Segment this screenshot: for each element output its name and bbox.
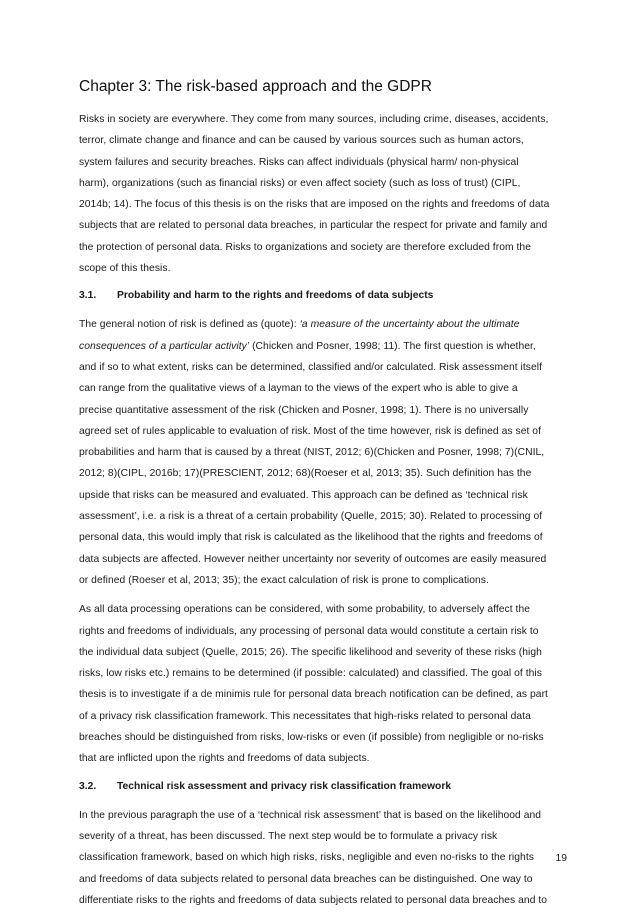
text-line: risks, low risks etc.) remains to be determined (if possible: calculated) and classified. The goal of this <box>79 668 542 680</box>
section-heading-3-2 <box>79 778 567 796</box>
text-line: classification framework, based on which high risks, risks, negligible and even no-risks to the rights <box>79 852 534 864</box>
text-line: thesis is to investigate if a de minimis rule for personal data breach notification can be defined, as part <box>79 689 548 701</box>
text-line: personal data, this would imply that risk is calculated as the likelihood that the rights and freedoms of <box>79 532 543 544</box>
text-run: (Chicken and Posner, 1998; 11). The first question is whether, <box>249 340 536 352</box>
text-line: upside that risks can be measured and evaluated. This approach can be defined as ‘technical risk <box>79 489 528 501</box>
text-line: the individual data subject (Quelle, 2015; 26). The specific likelihood and severity of these risks (high <box>79 646 542 658</box>
intro-paragraph <box>79 109 567 279</box>
text-line: can range from the qualitative views of a layman to the views of the expert who is able to give a <box>79 383 518 395</box>
section-3-2-paragraph-1 <box>79 805 567 911</box>
text-line: and if so to what extent, risks can be determined, classified and/or calculated. Risk assessment itself <box>79 361 543 373</box>
text-line: 2014b; 14). The focus of this thesis is on the risks that are imposed on the rights and freedoms of data <box>79 199 550 211</box>
text-line: breaches should be distinguished from risks, low-risks or even (if possible) from negligible or no-risks <box>79 732 544 744</box>
text-line: 2012; 8)(CIPL, 2016b; 17)(PRESCIENT, 2012; 68)(Roeser et al, 2013; 35). Such definition has the <box>79 468 532 480</box>
section-heading-3-1 <box>79 287 567 305</box>
text-line: subjects that are related to personal data breaches, in particular the respect for private and family and <box>79 220 548 232</box>
text-line: severity of a threat, has been discussed. The next step would be to formulate a privacy risk <box>79 830 498 842</box>
text-line <box>79 314 567 335</box>
quote-text: consequences of a particular activity’ <box>79 340 250 352</box>
section-number: 3.2. <box>79 780 97 792</box>
text-line: or defined (Roeser et al, 2013; 35); the exact calculation of risk is prone to complications. <box>79 574 489 586</box>
text-line: Risks in society are everywhere. They come from many sources, including crime, diseases, accidents, <box>79 114 549 125</box>
text-line: that are inflicted upon the rights and freedoms of data subjects. <box>79 753 370 765</box>
text-run: The general notion of risk is defined as (quote): <box>79 319 300 331</box>
section-number: 3.1. <box>79 290 97 302</box>
section-3-1-paragraph-1 <box>79 314 567 591</box>
text-line: assessment’, i.e. a risk is a threat of a certain probability (Quelle, 2015; 30). Related to processing of <box>79 511 543 523</box>
text-line: precise quantitative assessment of the risk (Chicken and Posner, 1998; 1). There is no universally <box>79 404 529 416</box>
text-line: agreed set of rules applicable to evaluation of risk. Most of the time however, risk is defined as set of <box>79 425 541 437</box>
text-line: terror, climate change and finance and can be caused by various sources such as human actors, <box>79 135 524 147</box>
quote-text: ‘a measure of the uncertainty about the ultimate <box>299 319 520 331</box>
text-line: probabilities and harm that is caused by a threat (NIST, 2012; 6)(Chicken and Posner, 1998; 7)(CNIL, <box>79 447 545 459</box>
chapter-title: Chapter 3: The risk-based approach and the GDPR <box>79 78 432 95</box>
text-line: data subjects are affected. However neither uncertainty nor severity of outcomes are easily measured <box>79 553 547 565</box>
page-content <box>79 77 567 919</box>
text-line: As all data processing operations can be considered, with some probability, to adversely affect the <box>79 604 531 616</box>
section-title: Technical risk assessment and privacy risk classification framework <box>117 780 452 792</box>
text-line: scope of this thesis. <box>79 263 171 275</box>
text-line <box>79 336 567 357</box>
text-line: rights and freedoms of individuals, any processing of personal data would constitute a certain risk to <box>79 625 539 637</box>
text-line: the protection of personal data. Risks to organizations and society are therefore excluded from the <box>79 241 531 253</box>
text-line: differentiate risks to the rights and freedoms of data subjects related to personal data breaches and to <box>79 894 548 906</box>
text-line: In the previous paragraph the use of a ‘technical risk assessment’ that is based on the likelihood and <box>79 809 542 821</box>
text-line: and freedoms of data subjects related to personal data breaches can be distinguished. One way to <box>79 873 533 885</box>
page-number: 19 <box>555 853 567 864</box>
section-3-1-paragraph-2 <box>79 599 567 769</box>
text-line: of a privacy risk classification framework. This necessitates that high-risks related to personal data <box>79 710 531 722</box>
section-title: Probability and harm to the rights and freedoms of data subjects <box>117 290 434 302</box>
text-line: harm), organizations (such as financial risks) or even affect society (such as loss of trust) (CIPL, <box>79 177 521 189</box>
text-line: system failures and security breaches. Risks can affect individuals (physical harm/ non-physical <box>79 156 519 168</box>
